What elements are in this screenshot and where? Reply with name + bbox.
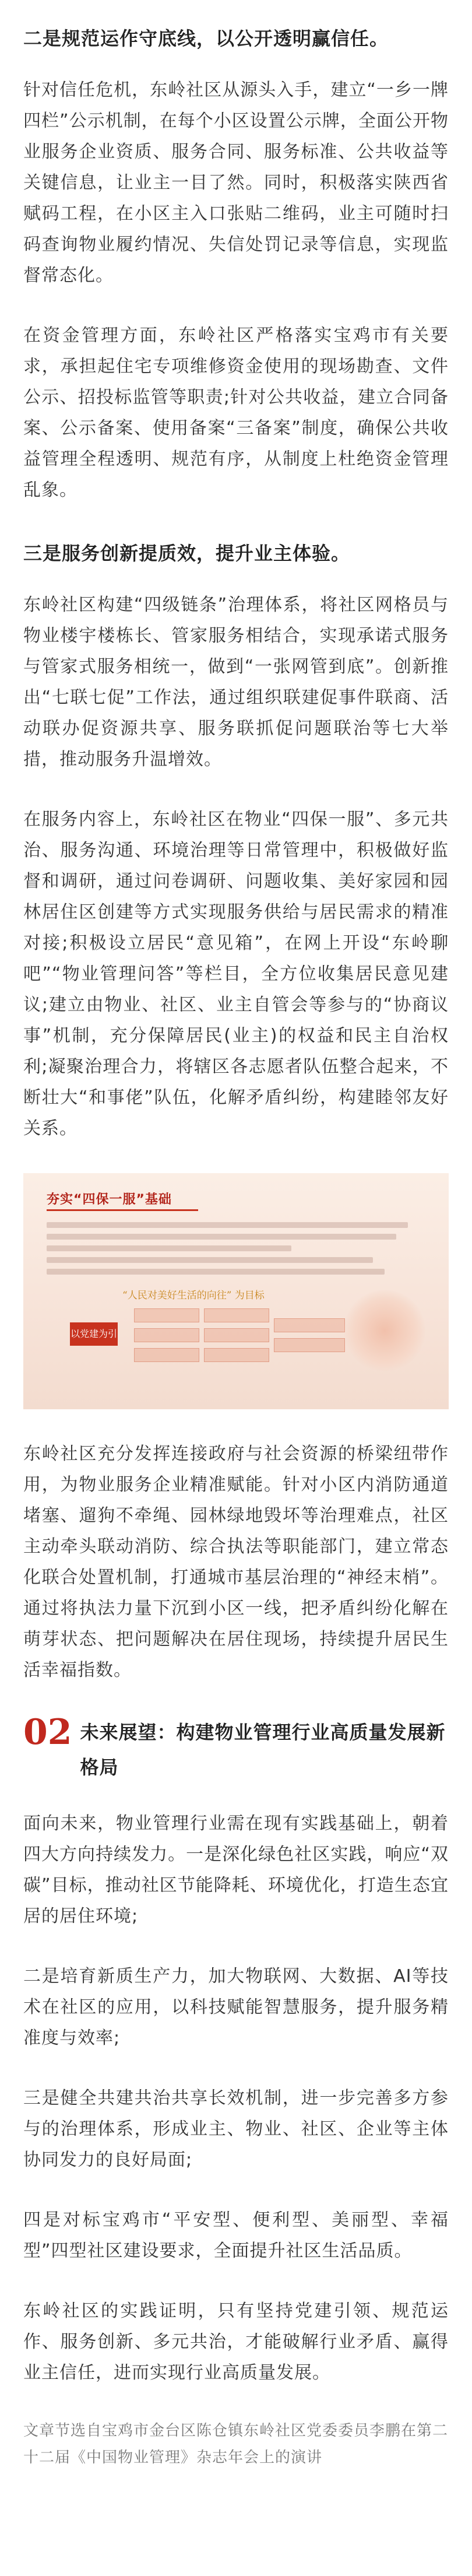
paragraph: 二是培育新质生产力，加大物联网、大数据、AI等技术在社区的应用，以科技赋能智慧服务，提升服务精准度与效率;	[23, 1966, 449, 2048]
section-title: 未来展望：构建物业管理行业高质量发展新格局	[80, 1721, 446, 1778]
slide-diagram-box	[204, 1348, 269, 1362]
slide-text-line	[47, 1222, 408, 1228]
paragraph: 东岭社区构建“四级链条”治理体系，将社区网格员与物业楼宇楼栋长、管家服务相结合，实现承诺式服务与管家式服务相统一，做到“一张网管到底”。创新推出“七联七促”工作法，通过组织联建促事件联商、活动联办促资源共享、服务联抓促问题联治等七大举措，推动服务升温增效。	[23, 595, 449, 770]
slide-text-line	[47, 1234, 396, 1240]
paragraph: 面向未来，物业管理行业需在现有实践基础上，朝着四大方向持续发力。一是深化绿色社区实践，响应“双碳”目标，推动社区节能降耗、环境优化，打造生态宜居的居住环境;	[23, 1813, 449, 1926]
section-heading-regulation: 二是规范运作守底线，以公开透明赢信任。	[23, 27, 389, 50]
slide-text-line	[47, 1257, 373, 1263]
slide-diagram-box	[204, 1308, 269, 1322]
slide-text-line	[47, 1269, 385, 1275]
paragraph: 四是对标宝鸡市“平安型、便利型、美丽型、幸福型”四型社区建设要求，全面提升社区生活品质。	[23, 2210, 449, 2261]
slide-image	[23, 1173, 449, 1409]
paragraph: 东岭社区的实践证明，只有坚持党建引领、规范运作、服务创新、多元共治，才能破解行业矛盾、赢得业主信任，进而实现行业高质量发展。	[23, 2301, 449, 2383]
slide-title: 夯实“四保一服”基础	[47, 1192, 172, 1207]
slide-diagram-box	[274, 1318, 345, 1332]
slide-quote: “人民对美好生活的向往” 为目标	[122, 1290, 265, 1301]
slide-title-underline	[47, 1209, 198, 1211]
slide-text-line	[47, 1245, 291, 1251]
paragraph: 针对信任危机，东岭社区从源头入手，建立“一乡一牌四栏”公示机制，在每个小区设置公示牌，全面公开物业服务企业资质、服务合同、服务标准、公共收益等关键信息，让业主一目了然。同时，积极落实陕西省赋码工程，在小区主入口张贴二维码，业主可随时扫码查询物业履约情况、失信处罚记录等信息，实现监督常态化。	[23, 80, 449, 286]
section-header-future	[23, 1712, 449, 1785]
slide-diagram-box	[134, 1308, 199, 1322]
slide-badge: 以党建为引	[70, 1322, 118, 1346]
paragraph: 三是健全共建共治共享长效机制，进一步完善多方参与的治理体系，形成业主、物业、社区、企业等主体协同发力的良好局面;	[23, 2088, 449, 2170]
section-heading-service: 三是服务创新提质效，提升业主体验。	[23, 542, 351, 564]
paragraph: 在服务内容上，东岭社区在物业“四保一服”、多元共治、服务沟通、环境治理等日常管理中，积极做好监督和调研，通过问卷调研、问题收集、美好家园和园林居住区创建等方式实现服务供给与居民需求的精准对接;积极设立居民“意见箱”，在网上开设“东岭聊吧”“物业管理问答”等栏目，全方位收集居民意见建议;建立由物业、社区、业主自管会等参与的“协商议事”机制，充分保障居民(业主)的权益和民主自治权利;凝聚治理合力，将辖区各志愿者队伍整合起来，不断壮大“和事佬”队伍，化解矛盾纠纷，构建睦邻友好关系。	[23, 809, 449, 1139]
paragraph: 在资金管理方面，东岭社区严格落实宝鸡市有关要求，承担起住宅专项维修资金使用的现场勘查、文件公示、招投标监管等职责;针对公共收益，建立合同备案、公示备案、使用备案“三备案”制度，确保公共收益管理全程透明、规范有序，从制度上杜绝资金管理乱象。	[23, 325, 449, 500]
slide-diagram-box	[134, 1348, 199, 1362]
slide-diagram-box	[274, 1338, 345, 1352]
section-number: 02	[23, 1712, 72, 1753]
slide-emblem	[344, 1290, 425, 1371]
slide-diagram-box	[204, 1328, 269, 1342]
slide-diagram-box	[134, 1328, 199, 1342]
paragraph: 东岭社区充分发挥连接政府与社会资源的桥梁纽带作用，为物业服务企业精准赋能。针对小区内消防通道堵塞、遛狗不牵绳、园林绿地毁坏等治理难点，社区主动牵头联动消防、综合执法等职能部门，建立常态化联合处置机制，打通城市基层治理的“神经末梢”。通过将执法力量下沉到小区一线，把矛盾纠纷化解在萌芽状态、把问题解决在居住现场，持续提升居民生活幸福指数。	[23, 1444, 449, 1680]
article-source-note: 文章节选自宝鸡市金台区陈仓镇东岭社区党委委员李鹏在第二十二届《中国物业管理》杂志年会上的演讲	[23, 2422, 449, 2466]
